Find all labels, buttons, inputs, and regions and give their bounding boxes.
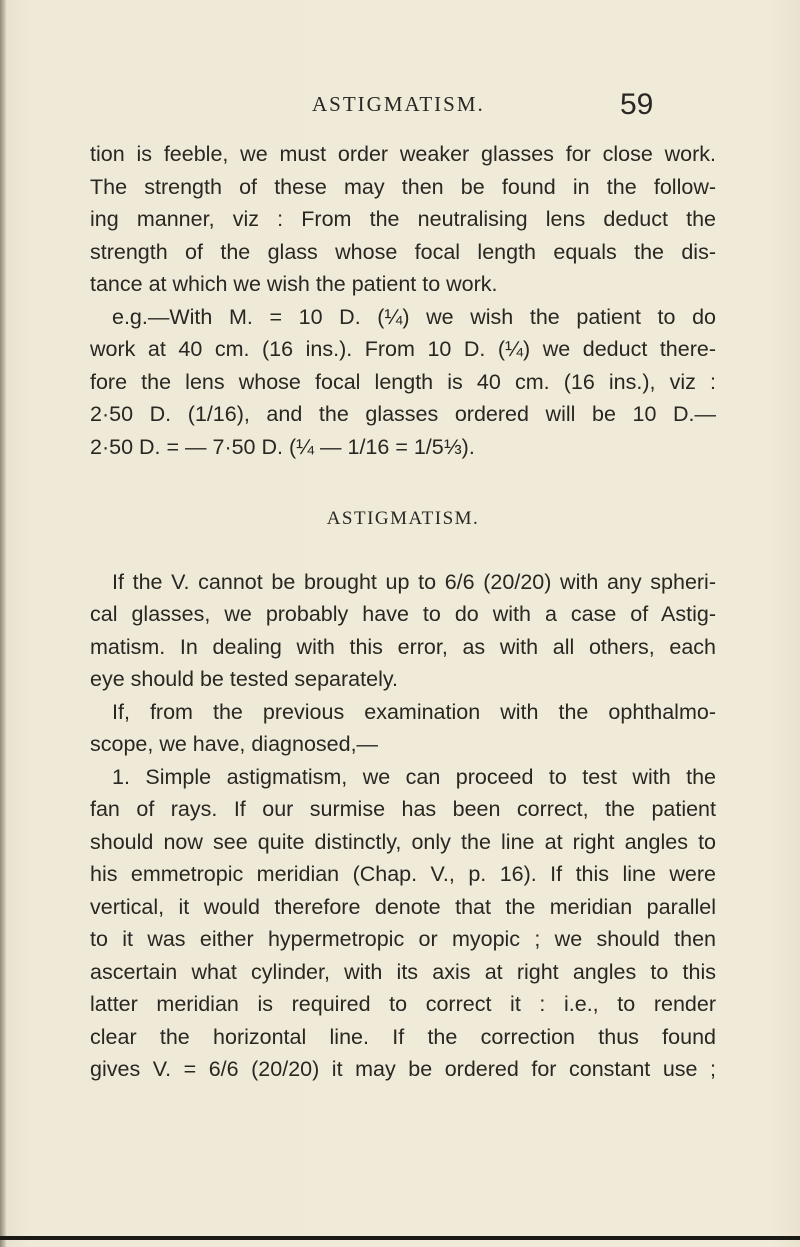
text-line: cal glasses, we probably have to do with a case of Astig- <box>90 602 716 626</box>
text-line: 2·50 D. = — 7·50 D. (¼ — 1/16 = 1/5⅓). <box>90 434 475 459</box>
text-line: work at 40 cm. (16 ins.). From 10 D. (¼) we deduct there- <box>90 337 716 361</box>
text-line: If the V. cannot be brought up to 6/6 (20/20) with any spheri- <box>112 569 716 594</box>
section-heading: ASTIGMATISM. <box>326 508 480 529</box>
paragraph <box>90 761 716 1086</box>
text-line: The strength of these may then be found in the follow- <box>90 174 716 199</box>
text-line: his emmetropic meridian (Chap. V., p. 16). If this line were <box>90 862 716 886</box>
text-line: gives V. = 6/6 (20/20) it may be ordered for constant use ; <box>90 1057 716 1081</box>
text-line: to it was either hypermetropic or myopic ; we should then <box>90 927 716 951</box>
text-line: should now see quite distinctly, only the line at right angles to <box>90 829 716 854</box>
page-gutter-shadow <box>0 0 6 1247</box>
text-line: eye should be tested separately. <box>90 667 398 691</box>
text-line: 2·50 D. (1/16), and the glasses ordered will be 10 D.— <box>90 402 716 426</box>
page-header <box>0 88 800 128</box>
text-line: matism. In dealing with this error, as with all others, each <box>90 634 716 659</box>
page-number: 59 <box>620 88 654 121</box>
text-line: fore the lens whose focal length is 40 cm. (16 ins.), viz : <box>90 369 716 394</box>
text-line: fan of rays. If our surmise has been correct, the patient <box>90 797 716 821</box>
text-line: latter meridian is required to correct it : i.e., to render <box>90 992 716 1016</box>
text-line: ing manner, viz : From the neutralising lens deduct the <box>90 207 716 231</box>
text-line: If, from the previous examination with the ophthalmo- <box>112 699 716 724</box>
bottom-edge-rule <box>0 1236 800 1240</box>
text-line: vertical, it would therefore denote that the meridian parallel <box>90 894 716 919</box>
running-title: ASTIGMATISM. <box>312 92 485 116</box>
body-text <box>90 138 716 1086</box>
text-line: clear the horizontal line. If the correction thus found <box>90 1024 716 1049</box>
paragraph <box>90 566 716 696</box>
text-line: tion is feeble, we must order weaker glasses for close work. <box>90 142 716 166</box>
text-line: ascertain what cylinder, with its axis at right angles to this <box>90 959 716 984</box>
text-line: e.g.—With M. = 10 D. (¼) we wish the patient to do <box>112 304 716 329</box>
text-line: strength of the glass whose focal length equals the dis- <box>90 239 716 264</box>
paragraph <box>90 301 716 464</box>
text-line: tance at which we wish the patient to work. <box>90 272 498 296</box>
text-line: scope, we have, diagnosed,— <box>90 732 379 756</box>
paragraph <box>90 696 716 761</box>
paragraph <box>90 138 716 301</box>
text-line: 1. Simple astigmatism, we can proceed to test with the <box>112 764 716 789</box>
